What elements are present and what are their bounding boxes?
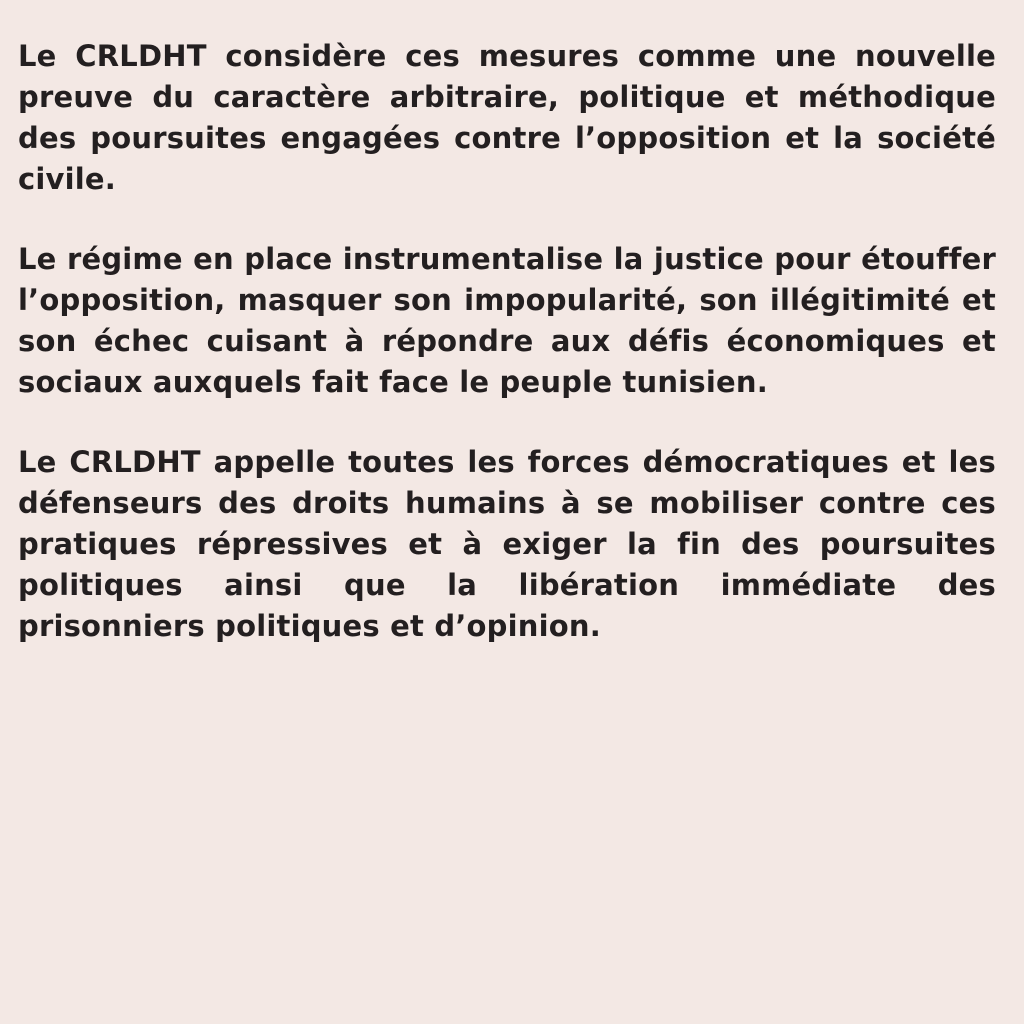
paragraph-3: Le CRLDHT appelle toutes les forces démocratiques et les défenseurs des droits humains à se mobiliser contre ces pratiques répressives et à exiger la fin des poursuites politiques ainsi que la libération immédiate des prisonniers politiques et d’opinion. xyxy=(18,445,996,643)
paragraph-1: Le CRLDHT considère ces mesures comme une nouvelle preuve du caractère arbitraire, politique et méthodique des poursuites engagées contre l’opposition et la société civile. xyxy=(18,39,996,196)
paragraph-2: Le régime en place instrumentalise la justice pour étouffer l’opposition, masquer son impopularité, son illégitimité et son échec cuisant à répondre aux défis économiques et sociaux auxquels fait face le peuple tunisien. xyxy=(18,242,996,399)
